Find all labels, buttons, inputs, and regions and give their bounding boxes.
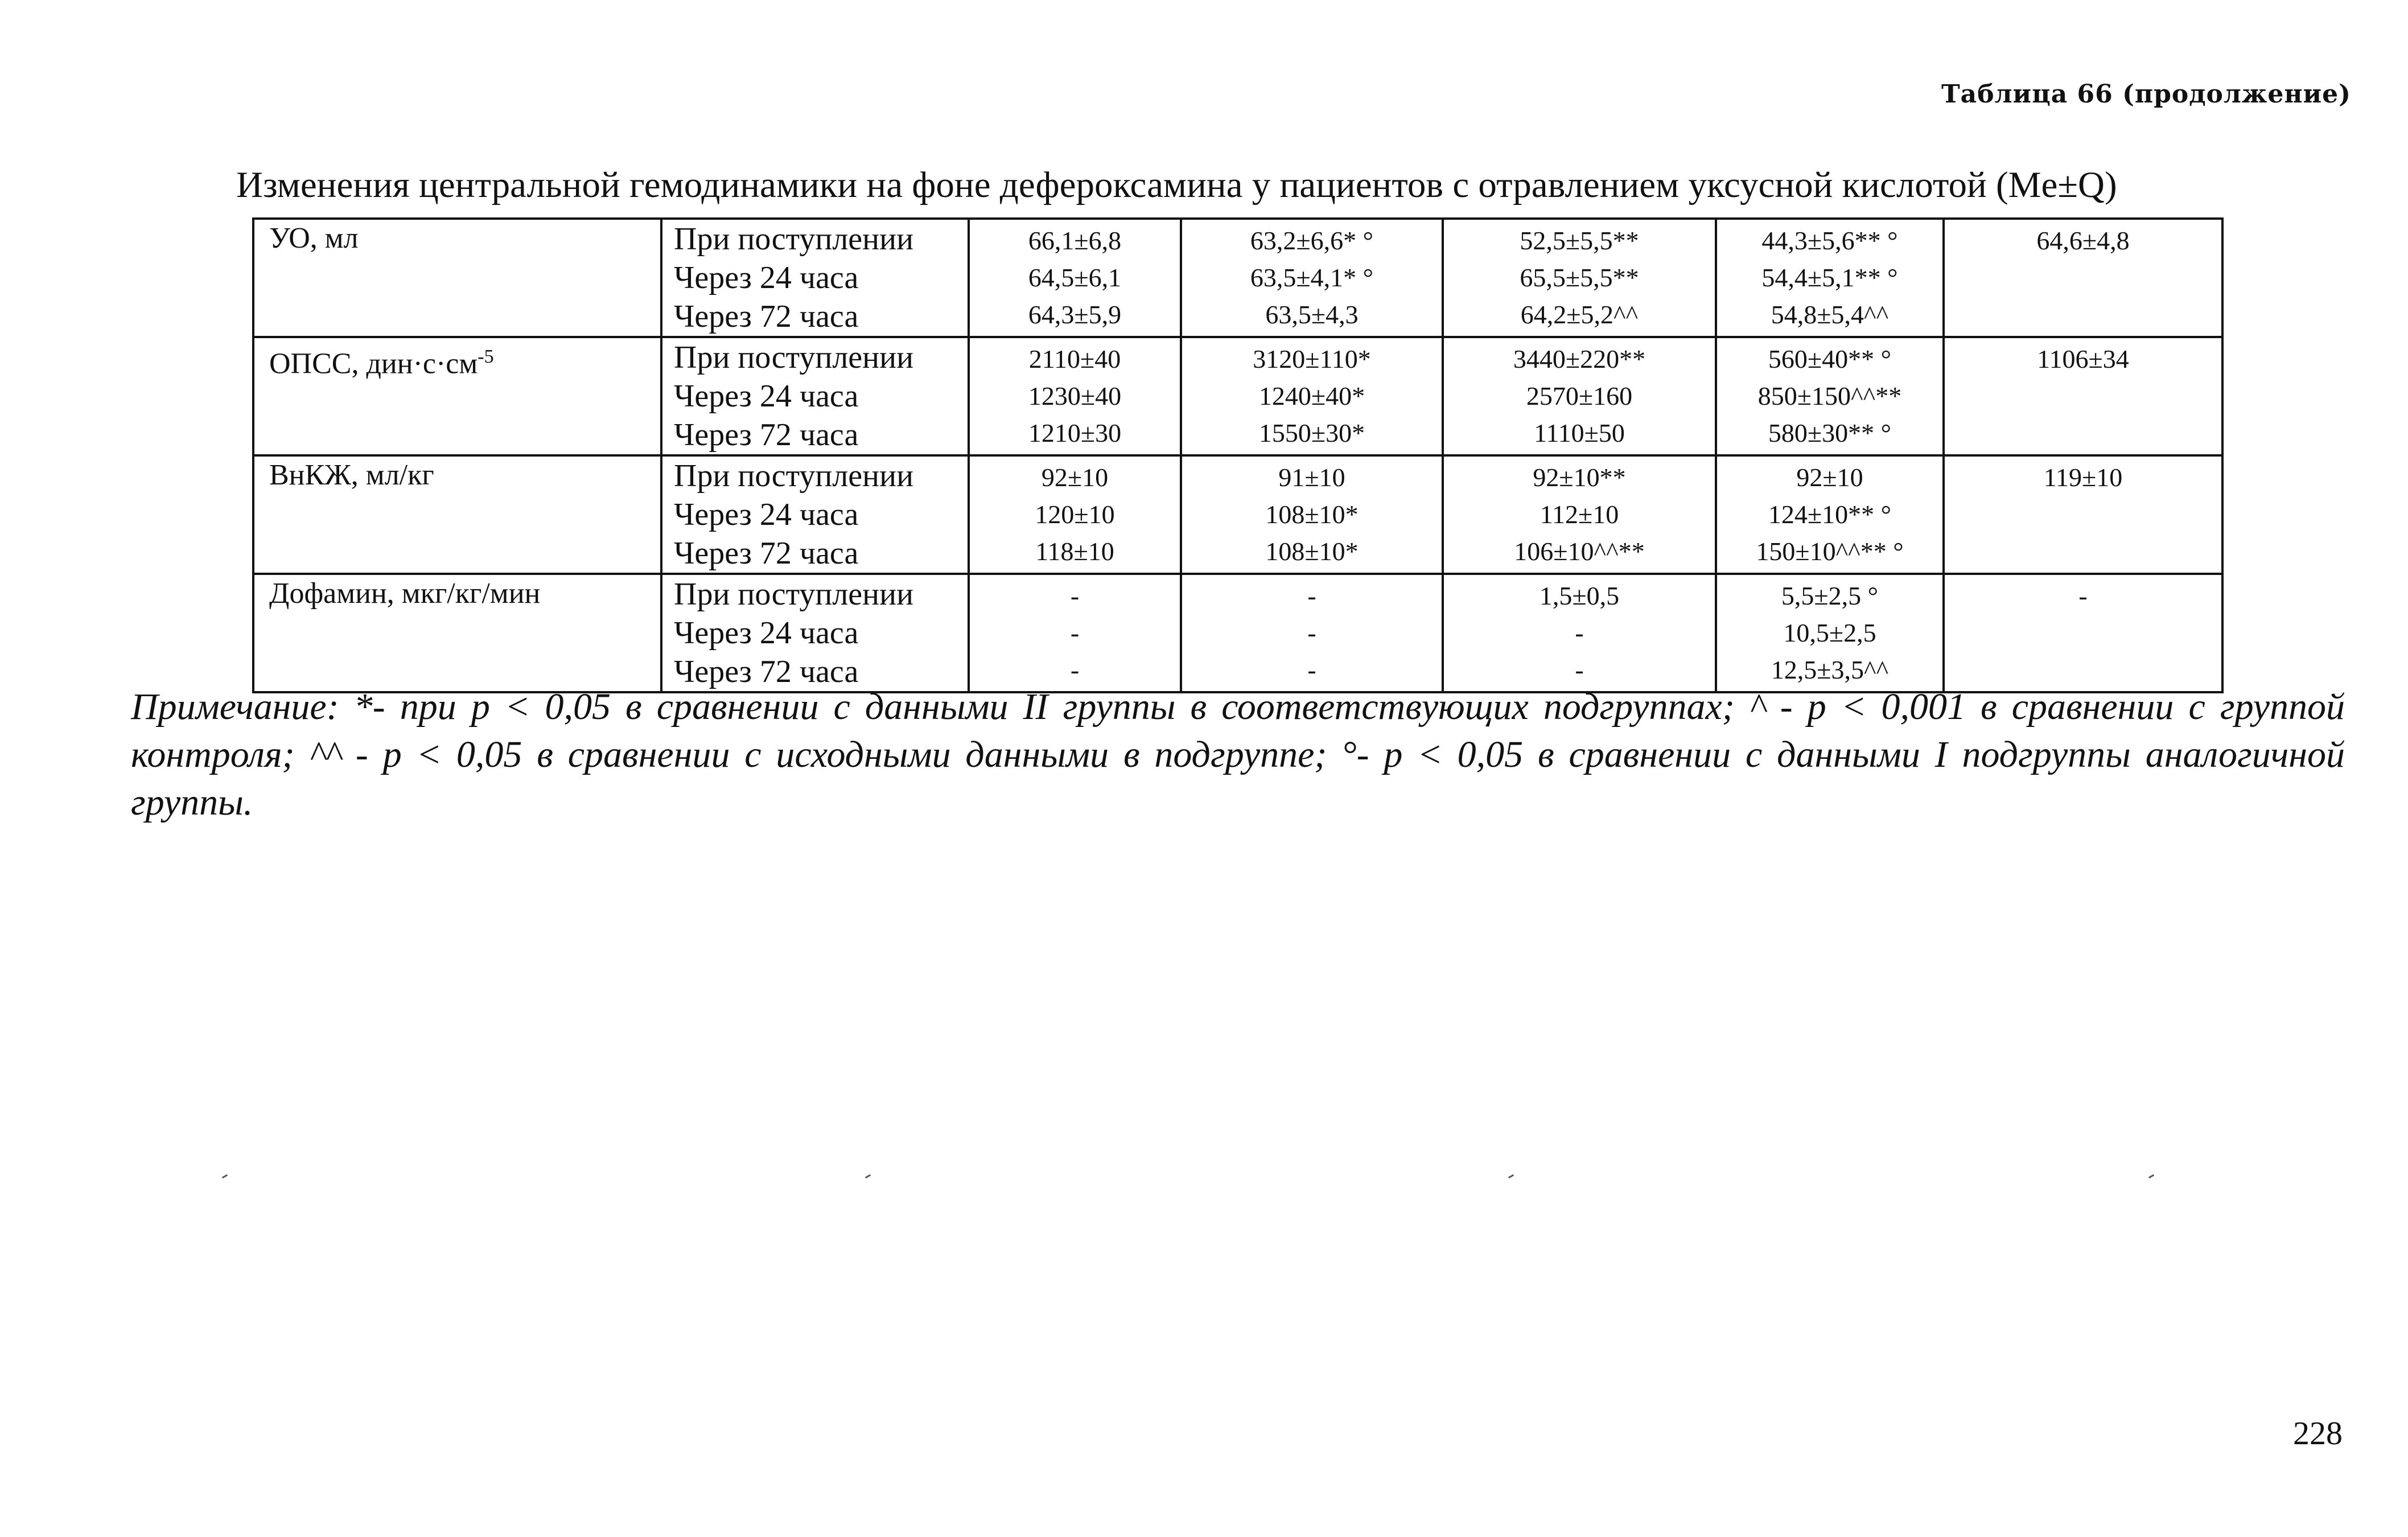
value-text: 1550±30*	[1258, 418, 1365, 447]
value-text: 2570±160	[1526, 381, 1633, 410]
value-cell	[1944, 574, 2222, 692]
value-text: 1110±50	[1534, 418, 1625, 447]
value-text: 12,5±3,5^^	[1771, 655, 1889, 684]
time-label: Через 24 часа	[674, 379, 859, 414]
value-cell	[1944, 455, 2222, 574]
value-text: 66,1±6,8	[1028, 226, 1122, 255]
value-cell	[969, 455, 1181, 574]
value-text: 64,5±6,1	[1028, 263, 1122, 292]
value-cell	[1716, 337, 1944, 455]
value-cell	[1181, 455, 1443, 574]
time-cell	[661, 455, 969, 574]
time-label: При поступлении	[674, 577, 914, 612]
param-name-cell	[253, 574, 661, 692]
value-text: 3120±110*	[1253, 344, 1371, 373]
value-cell	[1944, 219, 2222, 337]
time-label: Через 72 часа	[674, 654, 859, 689]
value-cell	[1944, 337, 2222, 455]
value-text: -	[1070, 655, 1080, 684]
param-name: ВнКЖ, мл/кг	[269, 459, 434, 491]
value-cell	[1716, 455, 1944, 574]
value-text: 63,5±4,3	[1265, 300, 1359, 329]
value-text: 91±10	[1278, 463, 1345, 492]
value-text: 1230±40	[1028, 381, 1122, 410]
value-text: 108±10*	[1265, 537, 1359, 566]
value-text: 118±10	[1035, 537, 1114, 566]
value-text: -	[1575, 655, 1584, 684]
value-text: 5,5±2,5 °	[1781, 581, 1879, 610]
time-label: Через 24 часа	[674, 260, 859, 295]
value-text: 64,3±5,9	[1028, 300, 1122, 329]
param-name: ОПСС, дин·с·см	[269, 347, 478, 380]
param-name-cell	[253, 337, 661, 455]
value-text: 10,5±2,5	[1783, 618, 1876, 647]
time-cell	[661, 574, 969, 692]
value-cell	[969, 337, 1181, 455]
table-number: Таблица 66 (продолжение)	[1941, 80, 2351, 109]
scan-mark	[865, 1174, 871, 1179]
time-cell	[661, 337, 969, 455]
value-cell	[1716, 574, 1944, 692]
value-text: 52,5±5,5**	[1520, 226, 1639, 255]
param-unit-exponent: -5	[478, 346, 494, 367]
value-text: 92±10	[1041, 463, 1109, 492]
value-text: 54,8±5,4^^	[1771, 300, 1889, 329]
value-cell	[1181, 574, 1443, 692]
value-text: 2110±40	[1028, 344, 1121, 373]
time-label: При поступлении	[674, 458, 914, 494]
value-text: 120±10	[1035, 500, 1115, 529]
value-text: 124±10** °	[1768, 500, 1892, 529]
value-text: 1,5±0,5	[1539, 581, 1620, 610]
page-number: 228	[2293, 1415, 2343, 1452]
param-name: УО, мл	[269, 222, 359, 254]
value-text: 560±40** °	[1768, 344, 1892, 373]
value-text: 63,5±4,1* °	[1250, 263, 1374, 292]
value-text: 850±150^^**	[1757, 381, 1902, 410]
value-text: 1240±40*	[1258, 381, 1365, 410]
scan-mark	[1508, 1174, 1514, 1179]
param-name-cell	[253, 455, 661, 574]
value-text: 64,2±5,2^^	[1520, 300, 1639, 329]
value-text: 1210±30	[1028, 418, 1122, 447]
table-row	[253, 455, 2222, 574]
table-row	[253, 337, 2222, 455]
table-body	[253, 219, 2222, 692]
value-text: 64,6±4,8	[2036, 226, 2130, 255]
value-cell	[1443, 337, 1716, 455]
scan-mark	[222, 1174, 228, 1179]
time-cell	[661, 219, 969, 337]
value-cell	[969, 219, 1181, 337]
time-label: При поступлении	[674, 340, 914, 375]
value-text: -	[2078, 581, 2088, 610]
value-cell	[1181, 337, 1443, 455]
value-cell	[1443, 574, 1716, 692]
value-cell	[1716, 219, 1944, 337]
value-text: 54,4±5,1** °	[1761, 263, 1898, 292]
data-table	[252, 217, 2224, 693]
value-cell	[1443, 455, 1716, 574]
time-label: Через 24 часа	[674, 615, 859, 651]
value-text: -	[1575, 618, 1584, 647]
value-text: 65,5±5,5**	[1520, 263, 1639, 292]
value-text: 92±10**	[1533, 463, 1626, 492]
value-text: -	[1070, 618, 1080, 647]
value-text: 1106±34	[2037, 344, 2129, 373]
scan-mark	[2148, 1174, 2154, 1179]
value-text: -	[1070, 581, 1080, 610]
time-label: Через 72 часа	[674, 299, 859, 334]
value-text: -	[1307, 655, 1316, 684]
value-text: 112±10	[1540, 500, 1619, 529]
value-text: 150±10^^** °	[1756, 537, 1904, 566]
time-label: Через 72 часа	[674, 536, 859, 571]
note: Примечание: *- при p < 0,05 в сравнении с данными II группы в соответствующих подгруппах; ^ - p < 0,001 в сравнении с группой контроля; ^^ - p < 0,05 в сравнении с исходными данными в подгруппе; °- p < 0,05 в сравнении с данными I подгруппы аналогичной группы.	[131, 686, 2345, 823]
value-cell	[1181, 219, 1443, 337]
value-text: 63,2±6,6* °	[1250, 226, 1374, 255]
value-cell	[969, 574, 1181, 692]
param-name-cell	[253, 219, 661, 337]
value-text: 3440±220**	[1513, 344, 1646, 373]
value-text: 44,3±5,6** °	[1761, 226, 1898, 255]
value-cell	[1443, 219, 1716, 337]
table-row	[253, 219, 2222, 337]
value-text: 106±10^^**	[1514, 537, 1645, 566]
value-text: 580±30** °	[1768, 418, 1892, 447]
value-text: -	[1307, 581, 1316, 610]
value-text: 119±10	[2043, 463, 2123, 492]
value-text: 92±10	[1796, 463, 1863, 492]
value-text: -	[1307, 618, 1316, 647]
value-text: 108±10*	[1265, 500, 1359, 529]
time-label: Через 72 часа	[674, 417, 859, 453]
time-label: Через 24 часа	[674, 497, 859, 532]
table-title: Изменения центральной гемодинамики на фоне дефероксамина у пациентов с отравлением уксусной кислотой (Me±Q)	[236, 165, 2117, 206]
time-label: При поступлении	[674, 221, 914, 257]
param-name: Дофамин, мкг/кг/мин	[269, 577, 541, 610]
table-row	[253, 574, 2222, 692]
